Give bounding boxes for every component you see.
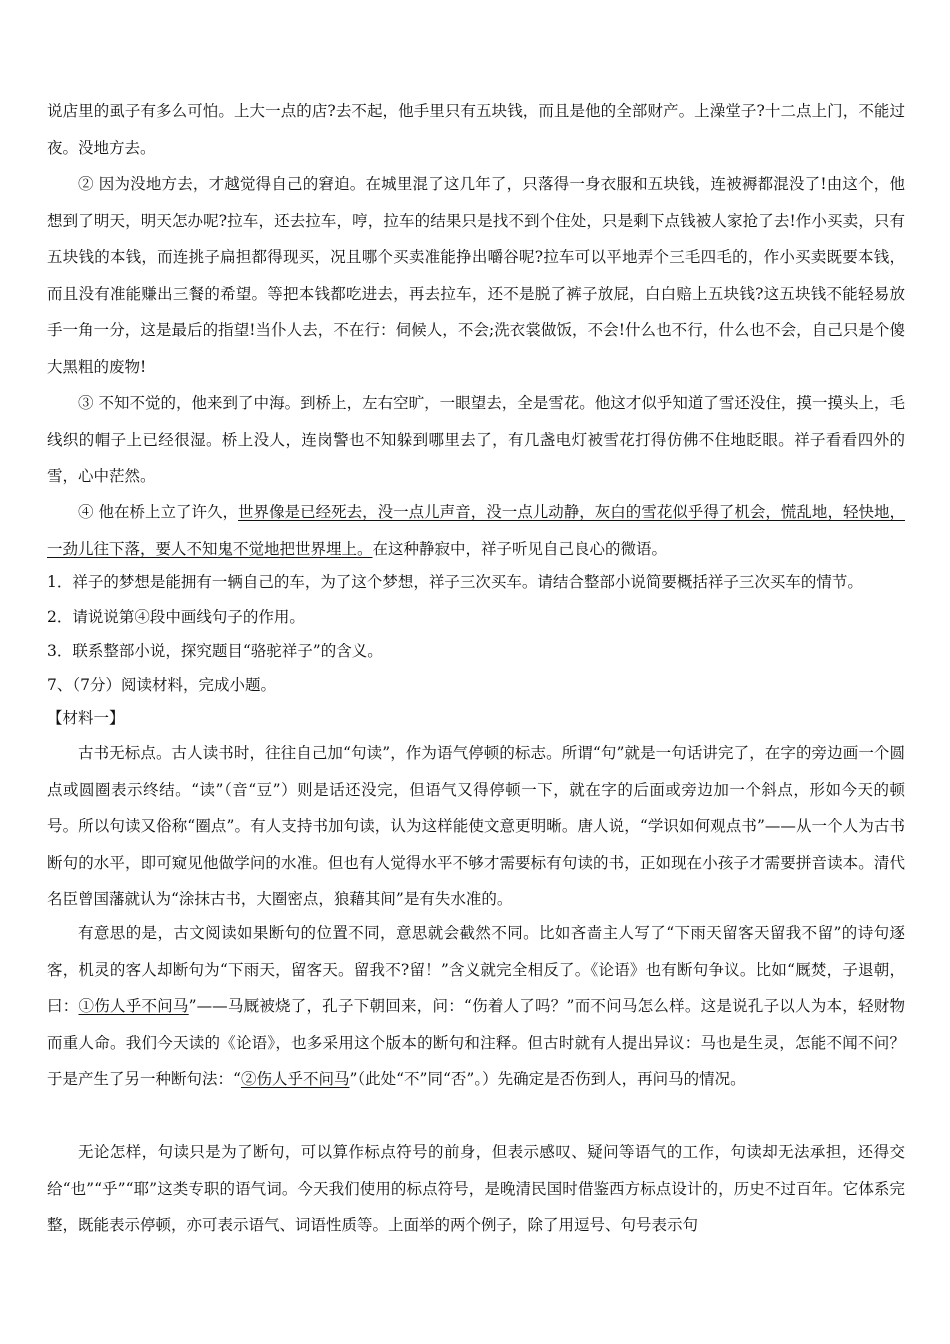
passage-paragraph-2: ② 因为没地方去，才越觉得自己的窘迫。在城里混了这几年了，只落得一身衣服和五块钱，连被褥都混没了!由这个，他想到了明天，明天怎办呢?拉车，还去拉车，哼，拉车的结果只是找不到个住处，只是剩下点钱被人家抢了去!作小买卖，只有五块钱的本钱，而连挑子扁担都得现买，况且哪个买卖准能挣出嚼谷呢?拉车可以平地弄个三毛四毛的，作小买卖既要本钱，而且没有准能赚出三餐的希望。等把本钱都吃进去，再去拉车，还不是脱了裤子放屁，白白赔上五块钱?这五块钱不能轻易放手一角一分，这是最后的指望!当仆人去，不在行：伺候人，不会;洗衣裳做饭，不会!什么也不行，什么也不会，自己只是个傻大黑粗的废物! <box>47 175 905 376</box>
underlined-sentence: 世界像是已经死去，没一点儿声音，没一点儿动静，灰白的雪花似乎得了机会，慌乱地，轻快地，一劲儿往下落，要人不知鬼不觉地把世界埋上。 <box>47 503 905 558</box>
question-1: 1．祥子的梦想是能拥有一辆自己的车，为了这个梦想，祥子三次买车。请结合整部小说简要概括祥子三次买车的情节。 <box>47 573 863 591</box>
material-paragraph-2-part-c: ”（此处“不”同“否”。）先确定是否伤到人，再问马的情况。 <box>349 1070 746 1088</box>
passage-paragraph-4 <box>47 494 905 567</box>
material-paragraph-2 <box>47 915 905 1098</box>
material-1-label: 【材料一】 <box>47 709 125 727</box>
underlined-phrase-2: ②伤人乎不问马 <box>240 1070 350 1088</box>
material-paragraph-3: 无论怎样，句读只是为了断句，可以算作标点符号的前身，但表示感叹、疑问等语气的工作，句读却无法承担，还得交给“也”“乎”“耶”这类专职的语气词。今天我们使用的标点符号，是晚清民国时借鉴西方标点设计的，历史不过百年。它体系完整，既能表示停顿，亦可表示语气、词语性质等。上面举的两个例子，除了用逗号、句号表示句 <box>47 1143 905 1234</box>
question-2: 2．请说说第④段中画线句子的作用。 <box>47 608 305 626</box>
material-paragraph-1: 古书无标点。古人读书时，往往自己加“句读”，作为语气停顿的标志。所谓“句”就是一句话讲完了，在字的旁边画一个圆点或圆圈表示终结。“读”（音“豆”）则是话还没完，但语气又得停顿一下，就在字的后面或旁边加一个斜点，形如今天的顿号。所以句读又俗称“圈点”。有人支持书加句读，认为这样能使文意更明晰。唐人说，“学识如何观点书”——从一个人为古书断句的水平，即可窥见他做学问的水准。但也有人觉得水平不够才需要标有句读的书，正如现在小孩子才需要拼音读本。清代名臣曾国藩就认为“涂抹古书，大圈密点，狼藉其间”是有失水准的。 <box>47 744 905 908</box>
underlined-phrase-1: ①伤人乎不问马 <box>78 997 189 1015</box>
passage-paragraph-3: ③ 不知不觉的，他来到了中海。到桥上，左右空旷，一眼望去，全是雪花。他这才似乎知道了雪还没住，摸一摸头上，毛线织的帽子上已经很湿。桥上没人，连岗警也不知躲到哪里去了，有几盏电灯被雪花打得仿佛不住地眨眼。祥子看看四外的雪，心中茫然。 <box>47 394 905 485</box>
material-paragraph-2-part-a: 有意思的是，古文阅读如果断句的位置不同，意思就会截然不同。比如吝啬主人写了“下雨天留客天留我不留”的诗句逐客，机灵的客人却断句为“下雨天，留客天。留我不?留！”含义就完全相反了。《论语》也有断句争议。比如“厩焚，子退朝，曰： <box>47 924 905 1015</box>
passage-paragraph-1: 说店里的虱子有多么可怕。上大一点的店?去不起，他手里只有五块钱，而且是他的全部财产。上澡堂子?十二点上门，不能过夜。没地方去。 <box>47 102 905 157</box>
material-paragraph-2-part-b: ”——马厩被烧了，孔子下朝回来，问：“伤着人了吗？”而不问马怎么样。这是说孔子以人为本，轻财物而重人命。我们今天读的《论语》，也多采用这个版本的断句和注释。但古时就有人提出异议：马也是生灵，怎能不闻不问？于是产生了另一种断句法：“ <box>47 997 905 1088</box>
question-3: 3．联系整部小说，探究题目“骆驼祥子”的含义。 <box>47 642 383 660</box>
paragraph-4-tail: 在这种静寂中，祥子听见自己良心的微语。 <box>372 539 668 558</box>
question-7-header: 7、（7分）阅读材料，完成小题。 <box>47 676 276 694</box>
paragraph-4-lead: ④ 他在桥上立了许久， <box>78 503 239 521</box>
